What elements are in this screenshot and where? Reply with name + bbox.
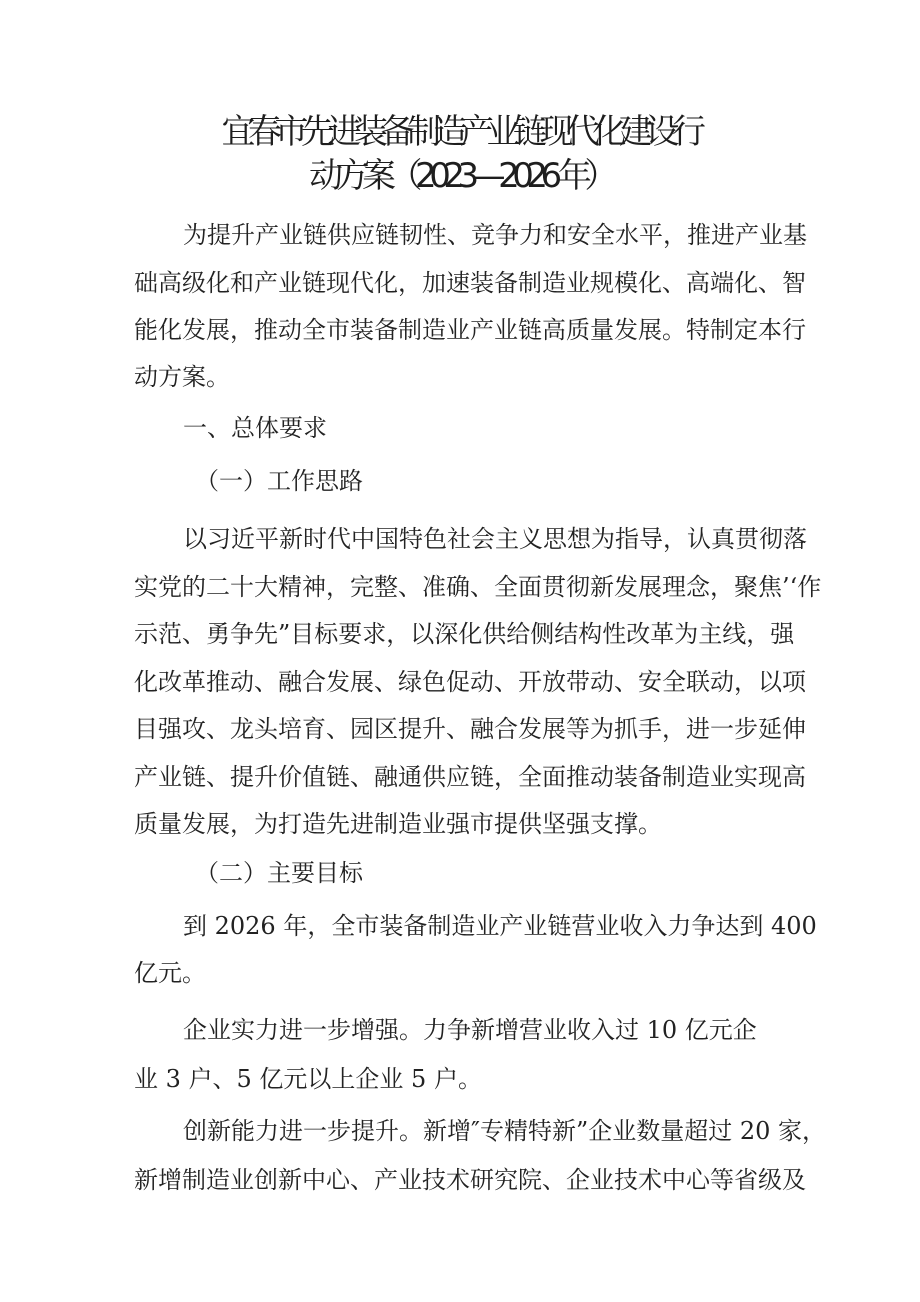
document-title-line-1: 宜春市先进装备制造产业链现代化建设行 xyxy=(221,112,699,152)
paragraph-line: 化改革推动、融合发展、绿色促动、开放带动、安全联动，以项 xyxy=(134,668,806,696)
document-title-line-2: 动方案（2023—2026 年） xyxy=(309,156,611,196)
paragraph-line: 到 2026 年，全市装备制造业产业链营业收入力争达到 400 xyxy=(183,912,817,940)
subsection-heading: （一）工作思路 xyxy=(195,467,363,495)
paragraph-line: 以习近平新时代中国特色社会主义思想为指导，认真贯彻落 xyxy=(183,525,807,553)
paragraph-line: 质量发展，为打造先进制造业强市提供坚强支撑。 xyxy=(134,810,662,838)
intro-line: 础高级化和产业链现代化，加速装备制造业规模化、高端化、智 xyxy=(134,269,806,297)
section-heading: 一、总体要求 xyxy=(183,414,327,442)
paragraph-line: 企业实力进一步增强。力争新增营业收入过 10 亿元企 xyxy=(183,1016,757,1044)
intro-line: 为提升产业链供应链韧性、竞争力和安全水平，推进产业基 xyxy=(183,221,807,249)
paragraph-line: 实党的二十大精神，完整、准确、全面贯彻新发展理念，聚焦’‘作 xyxy=(134,573,822,601)
intro-line: 能化发展，推动全市装备制造业产业链高质量发展。特制定本行 xyxy=(134,316,806,344)
paragraph-line: 业 3 户、5 亿元以上企业 5 户。 xyxy=(134,1065,482,1093)
paragraph-line: 亿元。 xyxy=(134,959,206,987)
intro-line: 动方案。 xyxy=(134,363,230,391)
subsection-heading: （二）主要目标 xyxy=(195,859,363,887)
paragraph-line: 新增制造业创新中心、产业技术研究院、企业技术中心等省级及 xyxy=(134,1166,806,1194)
paragraph-line: 产业链、提升价值链、融通供应链，全面推动装备制造业实现高 xyxy=(134,763,806,791)
paragraph-line: 目强攻、龙头培育、园区提升、融合发展等为抓手，进一步延伸 xyxy=(134,715,806,743)
paragraph-line: 示范、勇争先”目标要求，以深化供给侧结构性改革为主线，强 xyxy=(134,620,795,648)
paragraph-line: 创新能力进一步提升。新增″专精特新”企业数量超过 20 家， xyxy=(183,1117,827,1145)
